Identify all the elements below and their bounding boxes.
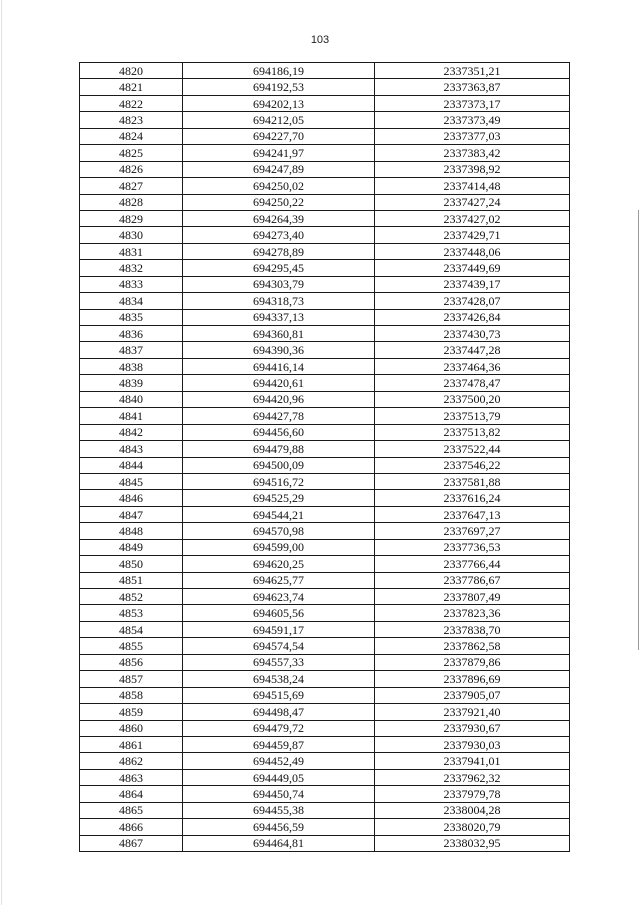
- table-row: [80, 243, 570, 259]
- table-row: [80, 769, 570, 785]
- x-coordinate-cell: 694498,47: [183, 704, 375, 720]
- table-row: [80, 293, 570, 309]
- y-coordinate-cell: 2337941,01: [375, 753, 570, 769]
- y-coordinate-cell: 2337429,71: [375, 227, 570, 243]
- point-number-cell: 4862: [80, 753, 183, 769]
- point-number-cell: 4823: [80, 112, 183, 128]
- y-coordinate-cell: 2337905,07: [375, 687, 570, 703]
- point-number-cell: 4824: [80, 128, 183, 144]
- x-coordinate-cell: 694241,97: [183, 145, 375, 161]
- coordinates-table-body: [80, 63, 570, 852]
- x-coordinate-cell: 694303,79: [183, 276, 375, 292]
- y-coordinate-cell: 2337398,92: [375, 161, 570, 177]
- y-coordinate-cell: 2337930,03: [375, 736, 570, 752]
- x-coordinate-cell: 694479,88: [183, 441, 375, 457]
- x-coordinate-cell: 694605,56: [183, 605, 375, 621]
- point-number-cell: 4825: [80, 145, 183, 161]
- x-coordinate-cell: 694456,60: [183, 424, 375, 440]
- y-coordinate-cell: 2337546,22: [375, 457, 570, 473]
- x-coordinate-cell: 694456,59: [183, 819, 375, 835]
- point-number-cell: 4830: [80, 227, 183, 243]
- table-row: [80, 704, 570, 720]
- x-coordinate-cell: 694420,61: [183, 375, 375, 391]
- scan-edge-right: [638, 210, 639, 650]
- table-row: [80, 457, 570, 473]
- table-row: [80, 391, 570, 407]
- y-coordinate-cell: 2337427,02: [375, 210, 570, 226]
- table-row: [80, 408, 570, 424]
- table-row: [80, 424, 570, 440]
- x-coordinate-cell: 694247,89: [183, 161, 375, 177]
- table-row: [80, 145, 570, 161]
- table-row: [80, 490, 570, 506]
- x-coordinate-cell: 694599,00: [183, 539, 375, 555]
- point-number-cell: 4832: [80, 260, 183, 276]
- y-coordinate-cell: 2337500,20: [375, 391, 570, 407]
- point-number-cell: 4858: [80, 687, 183, 703]
- y-coordinate-cell: 2337921,40: [375, 704, 570, 720]
- table-row: [80, 589, 570, 605]
- table-row: [80, 210, 570, 226]
- x-coordinate-cell: 694427,78: [183, 408, 375, 424]
- x-coordinate-cell: 694620,25: [183, 556, 375, 572]
- y-coordinate-cell: 2337896,69: [375, 671, 570, 687]
- point-number-cell: 4854: [80, 621, 183, 637]
- x-coordinate-cell: 694455,38: [183, 802, 375, 818]
- x-coordinate-cell: 694227,70: [183, 128, 375, 144]
- y-coordinate-cell: 2337647,13: [375, 506, 570, 522]
- x-coordinate-cell: 694250,22: [183, 194, 375, 210]
- y-coordinate-cell: 2337427,24: [375, 194, 570, 210]
- point-number-cell: 4833: [80, 276, 183, 292]
- y-coordinate-cell: 2337377,03: [375, 128, 570, 144]
- x-coordinate-cell: 694625,77: [183, 572, 375, 588]
- table-row: [80, 276, 570, 292]
- point-number-cell: 4849: [80, 539, 183, 555]
- y-coordinate-cell: 2338004,28: [375, 802, 570, 818]
- y-coordinate-cell: 2337464,36: [375, 358, 570, 374]
- x-coordinate-cell: 694459,87: [183, 736, 375, 752]
- y-coordinate-cell: 2337449,69: [375, 260, 570, 276]
- point-number-cell: 4864: [80, 786, 183, 802]
- x-coordinate-cell: 694318,73: [183, 293, 375, 309]
- y-coordinate-cell: 2337513,79: [375, 408, 570, 424]
- table-row: [80, 720, 570, 736]
- y-coordinate-cell: 2337766,44: [375, 556, 570, 572]
- x-coordinate-cell: 694390,36: [183, 342, 375, 358]
- x-coordinate-cell: 694278,89: [183, 243, 375, 259]
- y-coordinate-cell: 2337363,87: [375, 79, 570, 95]
- y-coordinate-cell: 2337962,32: [375, 769, 570, 785]
- y-coordinate-cell: 2337351,21: [375, 63, 570, 79]
- table-row: [80, 326, 570, 342]
- point-number-cell: 4848: [80, 523, 183, 539]
- point-number-cell: 4838: [80, 358, 183, 374]
- y-coordinate-cell: 2337616,24: [375, 490, 570, 506]
- point-number-cell: 4861: [80, 736, 183, 752]
- point-number-cell: 4828: [80, 194, 183, 210]
- table-row: [80, 227, 570, 243]
- table-row: [80, 79, 570, 95]
- x-coordinate-cell: 694623,74: [183, 589, 375, 605]
- y-coordinate-cell: 2337373,17: [375, 95, 570, 111]
- x-coordinate-cell: 694360,81: [183, 326, 375, 342]
- table-row: [80, 441, 570, 457]
- point-number-cell: 4837: [80, 342, 183, 358]
- y-coordinate-cell: 2337373,49: [375, 112, 570, 128]
- table-row: [80, 260, 570, 276]
- x-coordinate-cell: 694452,49: [183, 753, 375, 769]
- y-coordinate-cell: 2337838,70: [375, 621, 570, 637]
- point-number-cell: 4844: [80, 457, 183, 473]
- coordinates-table: [79, 62, 570, 852]
- point-number-cell: 4827: [80, 178, 183, 194]
- y-coordinate-cell: 2337807,49: [375, 589, 570, 605]
- table-row: [80, 654, 570, 670]
- y-coordinate-cell: 2337823,36: [375, 605, 570, 621]
- x-coordinate-cell: 694186,19: [183, 63, 375, 79]
- y-coordinate-cell: 2337414,48: [375, 178, 570, 194]
- point-number-cell: 4850: [80, 556, 183, 572]
- point-number-cell: 4851: [80, 572, 183, 588]
- table-row: [80, 358, 570, 374]
- y-coordinate-cell: 2337447,28: [375, 342, 570, 358]
- x-coordinate-cell: 694416,14: [183, 358, 375, 374]
- table-row: [80, 506, 570, 522]
- point-number-cell: 4841: [80, 408, 183, 424]
- table-row: [80, 835, 570, 851]
- table-row: [80, 621, 570, 637]
- table-row: [80, 572, 570, 588]
- point-number-cell: 4847: [80, 506, 183, 522]
- x-coordinate-cell: 694464,81: [183, 835, 375, 851]
- x-coordinate-cell: 694516,72: [183, 473, 375, 489]
- x-coordinate-cell: 694450,74: [183, 786, 375, 802]
- table-row: [80, 819, 570, 835]
- table-row: [80, 95, 570, 111]
- table-row: [80, 671, 570, 687]
- table-row: [80, 112, 570, 128]
- table-row: [80, 178, 570, 194]
- x-coordinate-cell: 694570,98: [183, 523, 375, 539]
- y-coordinate-cell: 2337879,86: [375, 654, 570, 670]
- y-coordinate-cell: 2337513,82: [375, 424, 570, 440]
- table-row: [80, 473, 570, 489]
- x-coordinate-cell: 694544,21: [183, 506, 375, 522]
- x-coordinate-cell: 694525,29: [183, 490, 375, 506]
- x-coordinate-cell: 694591,17: [183, 621, 375, 637]
- x-coordinate-cell: 694273,40: [183, 227, 375, 243]
- table-row: [80, 687, 570, 703]
- point-number-cell: 4852: [80, 589, 183, 605]
- point-number-cell: 4859: [80, 704, 183, 720]
- point-number-cell: 4853: [80, 605, 183, 621]
- point-number-cell: 4836: [80, 326, 183, 342]
- y-coordinate-cell: 2337439,17: [375, 276, 570, 292]
- y-coordinate-cell: 2337862,58: [375, 638, 570, 654]
- y-coordinate-cell: 2337430,73: [375, 326, 570, 342]
- table-row: [80, 523, 570, 539]
- x-coordinate-cell: 694192,53: [183, 79, 375, 95]
- y-coordinate-cell: 2338020,79: [375, 819, 570, 835]
- x-coordinate-cell: 694500,09: [183, 457, 375, 473]
- point-number-cell: 4846: [80, 490, 183, 506]
- table-row: [80, 556, 570, 572]
- point-number-cell: 4857: [80, 671, 183, 687]
- x-coordinate-cell: 694479,72: [183, 720, 375, 736]
- table-row: [80, 736, 570, 752]
- table-row: [80, 63, 570, 79]
- point-number-cell: 4856: [80, 654, 183, 670]
- y-coordinate-cell: 2337428,07: [375, 293, 570, 309]
- table-row: [80, 539, 570, 555]
- point-number-cell: 4863: [80, 769, 183, 785]
- table-row: [80, 802, 570, 818]
- y-coordinate-cell: 2337522,44: [375, 441, 570, 457]
- table-row: [80, 638, 570, 654]
- table-row: [80, 753, 570, 769]
- x-coordinate-cell: 694420,96: [183, 391, 375, 407]
- table-row: [80, 161, 570, 177]
- y-coordinate-cell: 2337383,42: [375, 145, 570, 161]
- point-number-cell: 4865: [80, 802, 183, 818]
- table-row: [80, 128, 570, 144]
- point-number-cell: 4829: [80, 210, 183, 226]
- point-number-cell: 4820: [80, 63, 183, 79]
- y-coordinate-cell: 2337581,88: [375, 473, 570, 489]
- x-coordinate-cell: 694557,33: [183, 654, 375, 670]
- point-number-cell: 4843: [80, 441, 183, 457]
- x-coordinate-cell: 694449,05: [183, 769, 375, 785]
- x-coordinate-cell: 694574,54: [183, 638, 375, 654]
- point-number-cell: 4867: [80, 835, 183, 851]
- x-coordinate-cell: 694250,02: [183, 178, 375, 194]
- table-row: [80, 309, 570, 325]
- x-coordinate-cell: 694337,13: [183, 309, 375, 325]
- table-row: [80, 605, 570, 621]
- x-coordinate-cell: 694202,13: [183, 95, 375, 111]
- point-number-cell: 4831: [80, 243, 183, 259]
- point-number-cell: 4835: [80, 309, 183, 325]
- point-number-cell: 4866: [80, 819, 183, 835]
- point-number-cell: 4840: [80, 391, 183, 407]
- table-row: [80, 342, 570, 358]
- x-coordinate-cell: 694212,05: [183, 112, 375, 128]
- page-number: 103: [310, 34, 330, 46]
- point-number-cell: 4821: [80, 79, 183, 95]
- point-number-cell: 4855: [80, 638, 183, 654]
- x-coordinate-cell: 694264,39: [183, 210, 375, 226]
- point-number-cell: 4822: [80, 95, 183, 111]
- point-number-cell: 4845: [80, 473, 183, 489]
- y-coordinate-cell: 2337930,67: [375, 720, 570, 736]
- y-coordinate-cell: 2337786,67: [375, 572, 570, 588]
- point-number-cell: 4842: [80, 424, 183, 440]
- table-row: [80, 786, 570, 802]
- point-number-cell: 4826: [80, 161, 183, 177]
- y-coordinate-cell: 2337426,84: [375, 309, 570, 325]
- y-coordinate-cell: 2337448,06: [375, 243, 570, 259]
- x-coordinate-cell: 694515,69: [183, 687, 375, 703]
- point-number-cell: 4839: [80, 375, 183, 391]
- y-coordinate-cell: 2337478,47: [375, 375, 570, 391]
- y-coordinate-cell: 2337736,53: [375, 539, 570, 555]
- y-coordinate-cell: 2337979,78: [375, 786, 570, 802]
- table-row: [80, 194, 570, 210]
- point-number-cell: 4860: [80, 720, 183, 736]
- y-coordinate-cell: 2338032,95: [375, 835, 570, 851]
- point-number-cell: 4834: [80, 293, 183, 309]
- x-coordinate-cell: 694295,45: [183, 260, 375, 276]
- scan-edge-left: [1, 0, 2, 905]
- table-row: [80, 375, 570, 391]
- y-coordinate-cell: 2337697,27: [375, 523, 570, 539]
- x-coordinate-cell: 694538,24: [183, 671, 375, 687]
